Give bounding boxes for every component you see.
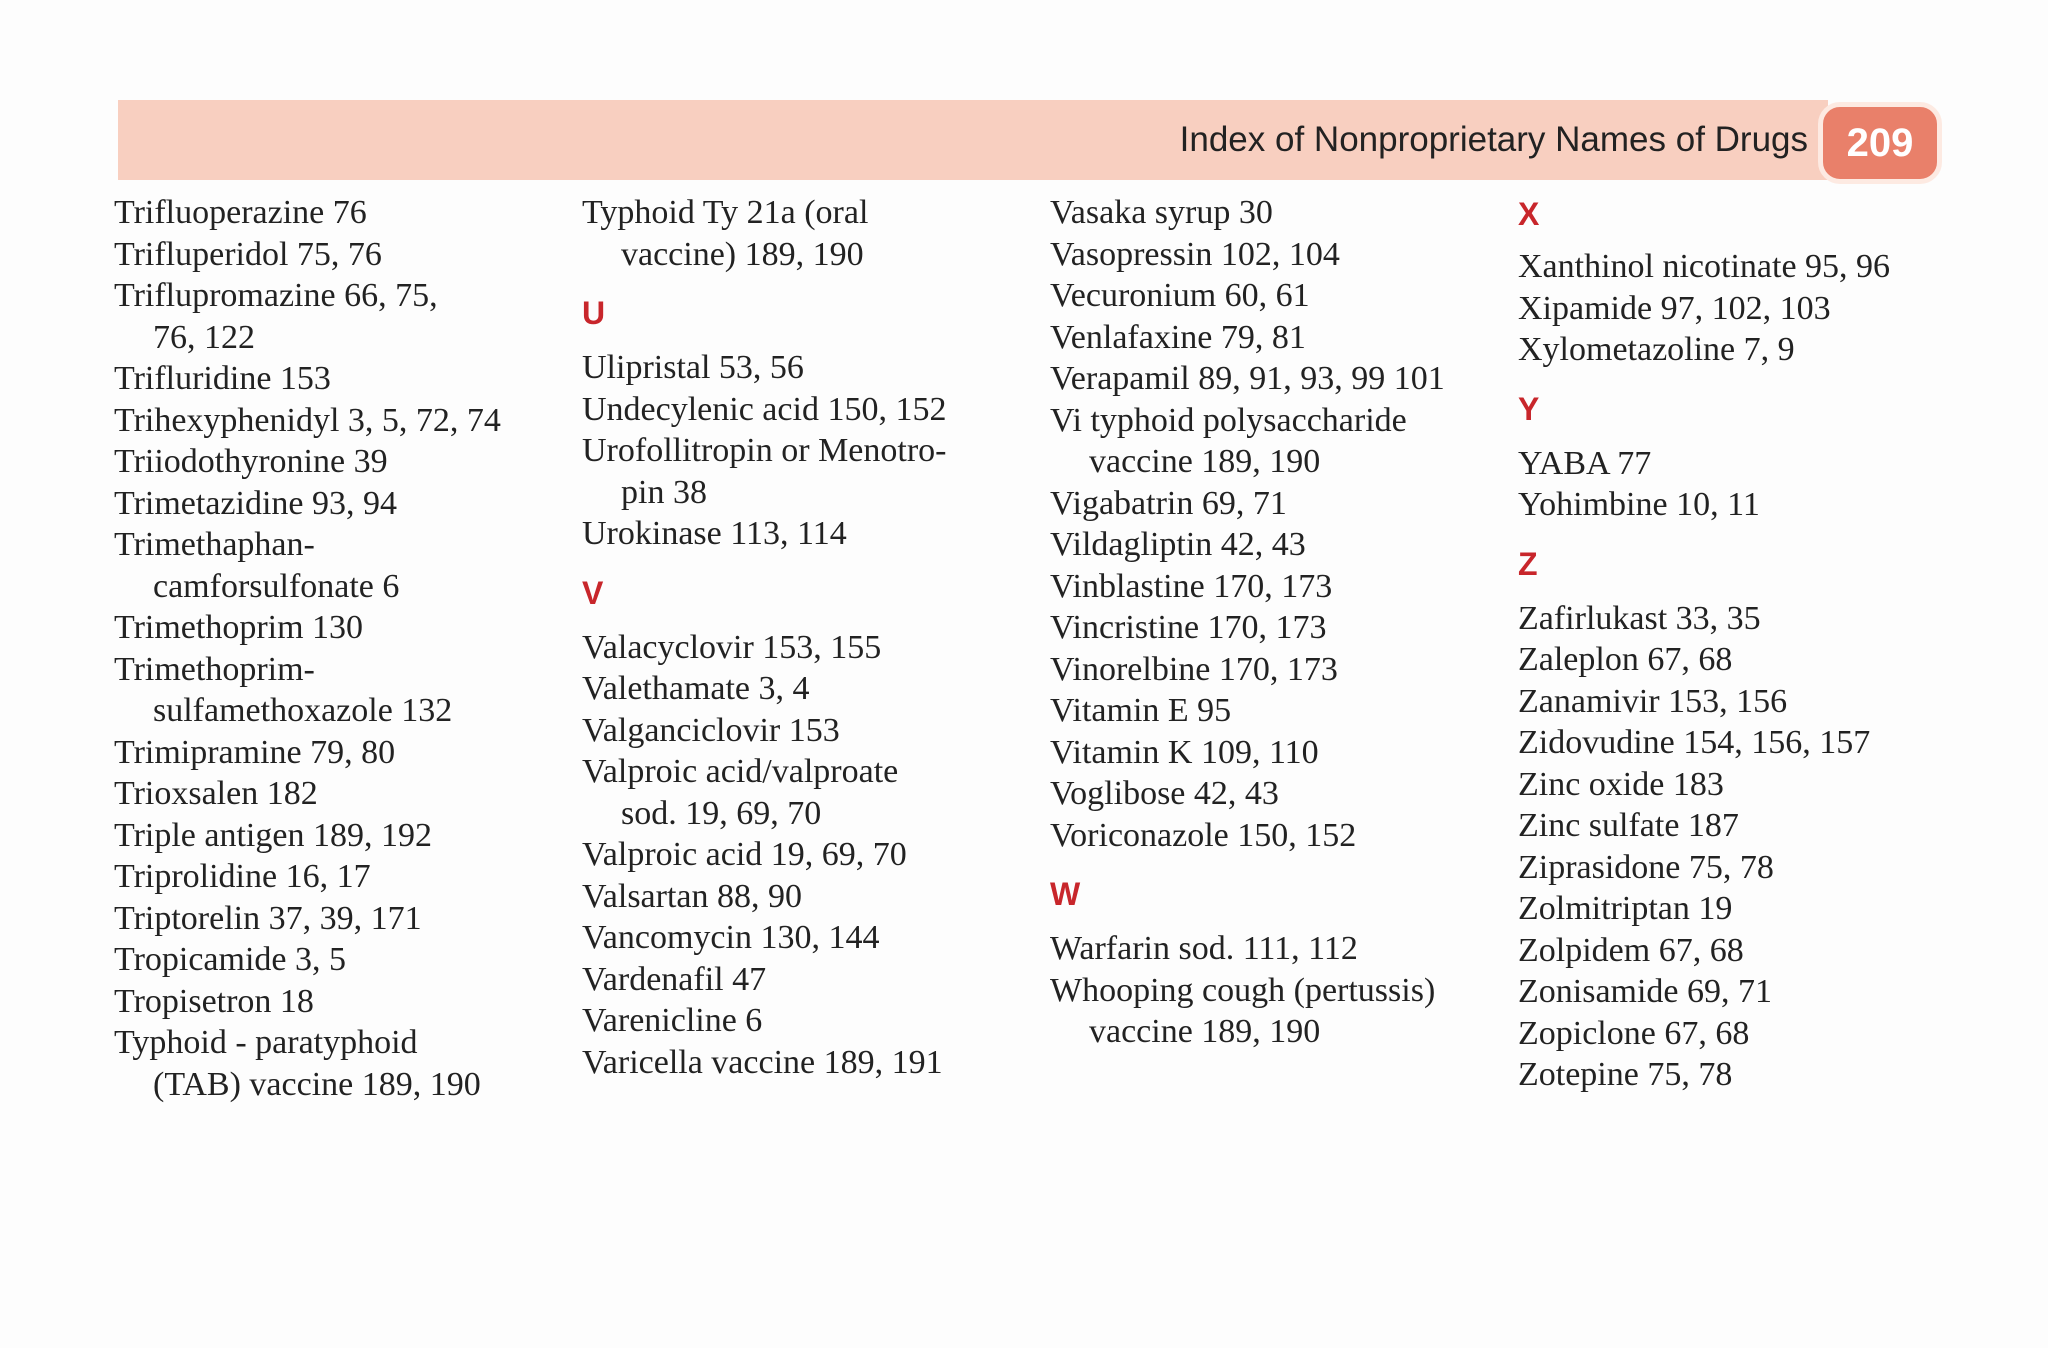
index-entry (114, 649, 554, 732)
index-entry (114, 939, 554, 981)
section-letter-x: X (1518, 196, 1540, 232)
entry-text: Zopiclone 67, 68 (1518, 1014, 1750, 1052)
index-entry (1518, 288, 1958, 330)
index-entry (1050, 524, 1490, 566)
entry-text: Trihexyphenidyl 3, 5, 72, 74 (114, 401, 501, 439)
index-entry (114, 773, 554, 815)
index-entry (1050, 566, 1490, 608)
entry-text: Vitamin E 95 (1050, 692, 1232, 729)
index-entry (582, 710, 1022, 752)
entry-text: Undecylenic acid 150, 152 (582, 390, 947, 428)
entry-text: Vinblastine 170, 173 (1050, 567, 1333, 605)
index-entry (582, 1042, 1022, 1084)
index-entry (582, 627, 1022, 669)
index-column-4 (1518, 192, 1958, 1096)
index-entry (114, 358, 554, 400)
index-entry (582, 347, 1022, 389)
entry-text: Vigabatrin 69, 71 (1050, 484, 1287, 522)
index-entry (1050, 358, 1490, 400)
index-entry (1518, 681, 1958, 723)
index-entry (1518, 764, 1958, 806)
entry-continuation: vaccine) 189, 190 (621, 235, 864, 273)
entry-text: Zolpidem 67, 68 (1518, 931, 1744, 969)
index-entry (582, 513, 1022, 555)
index-entry (1050, 400, 1490, 483)
index-entry (1050, 234, 1490, 276)
entry-text: Zonisamide 69, 71 (1518, 973, 1773, 1010)
entry-text: Trioxsalen 182 (114, 775, 318, 812)
entry-text: Trifluridine 153 (114, 360, 331, 397)
entry-text: Triptorelin 37, 39, 171 (114, 899, 422, 937)
entry-text: Valethamate 3, 4 (582, 670, 810, 707)
index-entry (1518, 971, 1958, 1013)
index-entry (1050, 732, 1490, 774)
entry-text: Tropisetron 18 (114, 982, 314, 1020)
entry-text: Trifluperidol 75, 76 (114, 235, 382, 273)
index-entry (1518, 930, 1958, 972)
entry-text: Valsartan 88, 90 (582, 877, 803, 915)
index-entry (1518, 246, 1958, 288)
entry-text: Vardenafil 47 (582, 960, 767, 998)
entry-text: Zolmitriptan 19 (1518, 890, 1733, 927)
entry-text: Trimipramine 79, 80 (114, 733, 396, 771)
entry-continuation: camforsulfonate 6 (153, 567, 400, 605)
index-entry (1518, 1054, 1958, 1096)
entry-text: Valacyclovir 153, 155 (582, 628, 882, 666)
entry-text: Zaleplon 67, 68 (1518, 641, 1733, 678)
index-entry (1518, 722, 1958, 764)
entry-text: Whooping cough (pertussis) (1050, 971, 1436, 1009)
index-entry (582, 668, 1022, 710)
section-letter-y: Y (1518, 390, 1540, 427)
index-entry (1518, 443, 1958, 485)
entry-continuation: sod. 19, 69, 70 (621, 794, 822, 832)
index-entry (1050, 275, 1490, 317)
entry-text: Valganciclovir 153 (582, 711, 840, 749)
entry-text: Tropicamide 3, 5 (114, 941, 347, 978)
index-entry (1050, 483, 1490, 525)
index-entry (114, 981, 554, 1023)
index-column-2 (582, 192, 1022, 1083)
entry-text: Trimethoprim- (114, 650, 315, 688)
entry-text: Vitamin K 109, 110 (1050, 733, 1319, 771)
entry-text: Venlafaxine 79, 81 (1050, 318, 1306, 356)
index-entry (114, 483, 554, 525)
entry-text: Vincristine 170, 173 (1050, 609, 1327, 646)
entry-text: Triple antigen 189, 192 (114, 816, 432, 854)
entry-text: Triflupromazine 66, 75, (114, 277, 438, 314)
entry-text: YABA 77 (1518, 444, 1652, 482)
entry-text: Triiodothyronine 39 (114, 443, 388, 480)
entry-text: Vasaka syrup 30 (1050, 194, 1273, 231)
entry-text: Voglibose 42, 43 (1050, 775, 1279, 812)
entry-text: Vancomycin 130, 144 (582, 919, 880, 956)
entry-continuation: vaccine 189, 190 (1089, 443, 1321, 480)
index-entry (582, 192, 1022, 275)
entry-text: Valproic acid 19, 69, 70 (582, 836, 907, 873)
entry-text: Zanamivir 153, 156 (1518, 682, 1788, 720)
entry-text: Vi typhoid polysaccharide (1050, 401, 1407, 439)
entry-text: Trifluoperazine 76 (114, 194, 367, 231)
index-entry (114, 441, 554, 483)
entry-text: Urofollitropin or Menotro- (582, 432, 947, 469)
entry-text: Typhoid Ty 21a (oral (582, 194, 869, 231)
entry-text: Xanthinol nicotinate 95, 96 (1518, 248, 1891, 285)
entry-text: Trimethaphan- (114, 526, 315, 563)
index-entry (582, 917, 1022, 959)
index-column-3 (1050, 192, 1490, 1053)
entry-text: Verapamil 89, 91, 93, 99 101 (1050, 360, 1445, 397)
index-entry (582, 1000, 1022, 1042)
entry-text: Varenicline 6 (582, 1002, 763, 1039)
index-entry (582, 430, 1022, 513)
entry-text: Voriconazole 150, 152 (1050, 816, 1357, 854)
index-entry (1050, 970, 1490, 1053)
index-entry (114, 856, 554, 898)
entry-continuation: (TAB) vaccine 189, 190 (153, 1065, 481, 1103)
index-entry (1050, 815, 1490, 857)
index-entry (1050, 607, 1490, 649)
entry-text: Warfarin sod. 111, 112 (1050, 930, 1358, 967)
index-entry (1518, 598, 1958, 640)
entry-text: Valproic acid/valproate (582, 753, 899, 790)
index-entry (1050, 928, 1490, 970)
entry-text: Vecuronium 60, 61 (1050, 277, 1310, 314)
index-entry (114, 275, 554, 358)
index-entry (114, 1022, 554, 1105)
index-entry (114, 815, 554, 857)
entry-text: Zidovudine 154, 156, 157 (1518, 724, 1871, 761)
entry-text: Urokinase 113, 114 (582, 515, 847, 552)
index-entry (114, 400, 554, 442)
section-letter-z: Z (1518, 545, 1538, 582)
entry-text: Ulipristal 53, 56 (582, 349, 804, 386)
index-entry (1050, 317, 1490, 359)
index-entry (114, 234, 554, 276)
entry-continuation: vaccine 189, 190 (1089, 1013, 1321, 1050)
entry-text: Vildagliptin 42, 43 (1050, 526, 1306, 563)
entry-text: Yohimbine 10, 11 (1518, 486, 1760, 523)
index-entry (1518, 1013, 1958, 1055)
entry-text: Xipamide 97, 102, 103 (1518, 289, 1831, 327)
index-entry (582, 389, 1022, 431)
entry-text: Trimetazidine 93, 94 (114, 484, 397, 522)
index-entry (114, 192, 554, 234)
index-entry (114, 732, 554, 774)
entry-continuation: pin 38 (621, 473, 707, 511)
index-entry (1518, 329, 1958, 371)
entry-text: Triprolidine 16, 17 (114, 858, 371, 895)
index-entry (114, 607, 554, 649)
entry-continuation: sulfamethoxazole 132 (153, 692, 453, 729)
entry-text: Ziprasidone 75, 78 (1518, 848, 1774, 886)
index-entry (1050, 690, 1490, 732)
section-letter-u: U (582, 295, 606, 331)
entry-text: Vasopressin 102, 104 (1050, 235, 1340, 273)
index-entry (582, 876, 1022, 918)
entry-text: Varicella vaccine 189, 191 (582, 1043, 943, 1081)
running-header-title: Index of Nonproprietary Names of Drugs (1179, 120, 1808, 159)
index-entry (114, 524, 554, 607)
entry-text: Zotepine 75, 78 (1518, 1056, 1733, 1093)
index-entry (582, 834, 1022, 876)
entry-text: Trimethoprim 130 (114, 609, 364, 646)
entry-text: Zafirlukast 33, 35 (1518, 599, 1761, 637)
page-number-badge: 209 (1818, 102, 1942, 184)
index-entry (1518, 484, 1958, 526)
entry-text: Vinorelbine 170, 173 (1050, 650, 1338, 688)
index-entry (1050, 773, 1490, 815)
index-entry (582, 959, 1022, 1001)
index-entry (1518, 847, 1958, 889)
section-letter-w: W (1050, 876, 1081, 912)
index-entry (114, 898, 554, 940)
index-entry (582, 751, 1022, 834)
index-entry (1050, 192, 1490, 234)
entry-text: Typhoid - paratyphoid (114, 1024, 418, 1061)
index-entry (1518, 639, 1958, 681)
index-entry (1050, 649, 1490, 691)
entry-text: Zinc oxide 183 (1518, 765, 1724, 803)
index-entry (1518, 888, 1958, 930)
entry-text: Zinc sulfate 187 (1518, 807, 1739, 844)
index-entry (1518, 805, 1958, 847)
entry-text: Xylometazoline 7, 9 (1518, 331, 1795, 368)
entry-continuation: 76, 122 (153, 318, 255, 356)
index-column-1 (114, 192, 554, 1105)
section-letter-v: V (582, 574, 604, 611)
